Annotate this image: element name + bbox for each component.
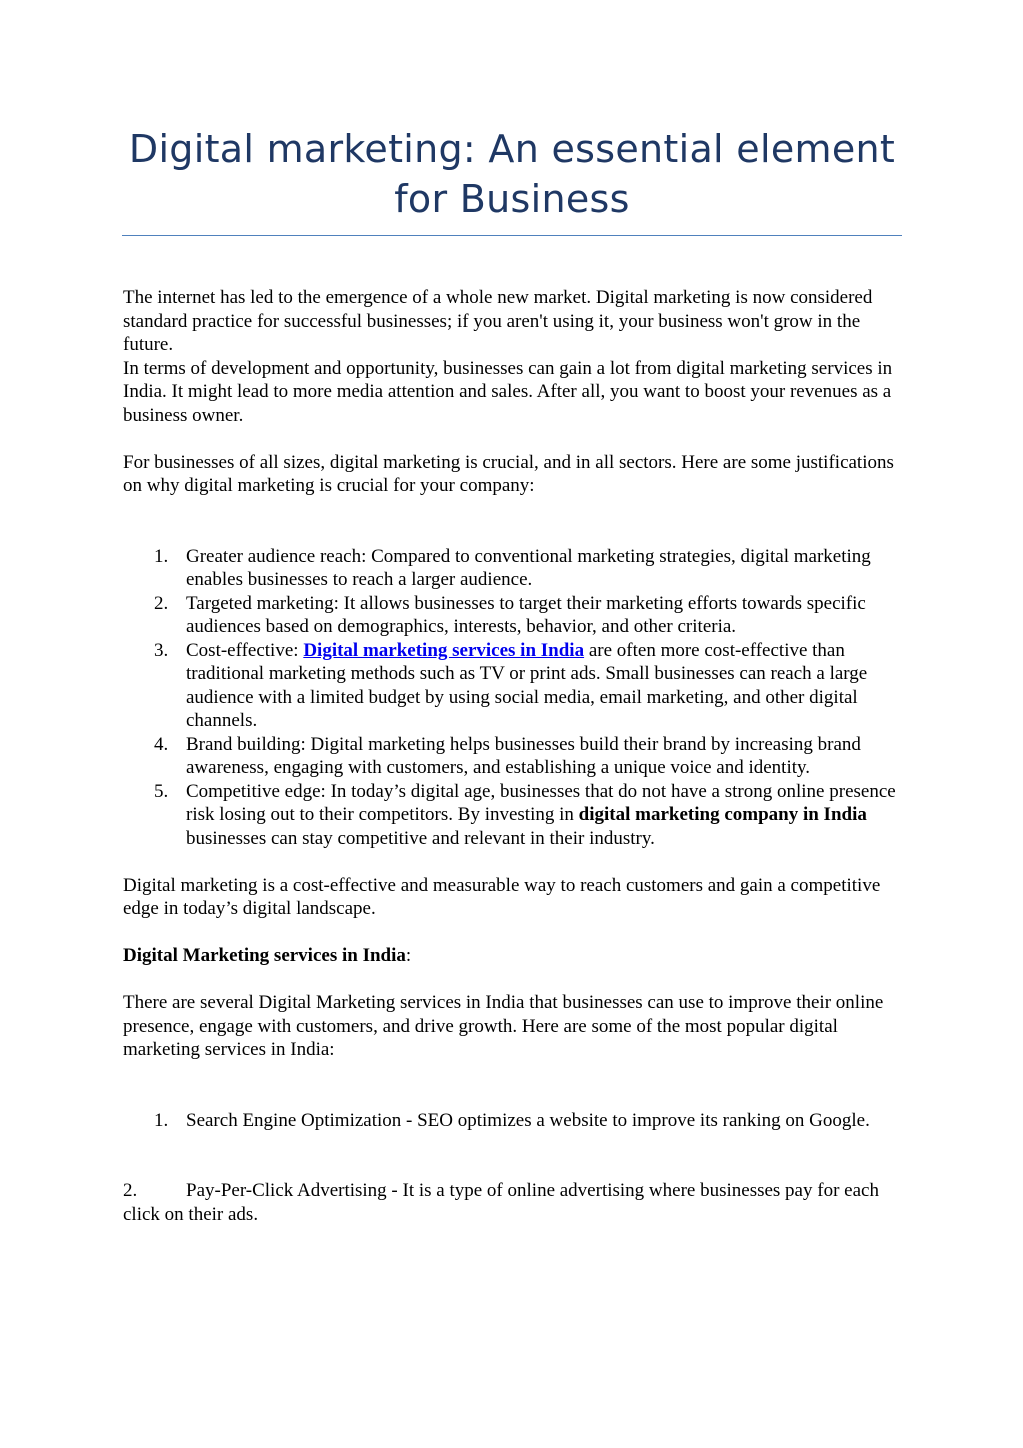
- list-item-text: Search Engine Optimization - SEO optimizes a website to improve its ranking on Google.: [186, 1109, 870, 1131]
- list-item: [123, 1109, 903, 1133]
- list-number: 1.: [154, 1109, 169, 1131]
- services-heading-colon: :: [405, 945, 412, 966]
- list-item-prefix: Cost-effective:: [186, 639, 304, 661]
- digital-marketing-services-link[interactable]: Digital marketing services in India: [303, 639, 585, 661]
- title-block: [122, 124, 902, 224]
- list-item: [123, 733, 903, 780]
- intro-paragraph-3: For businesses of all sizes, digital marketing is crucial, and in all sectors. Here are some justifications on why digital marketing is crucial for your company:: [123, 451, 894, 496]
- reasons-list: [123, 545, 903, 851]
- document-body: [123, 286, 903, 1226]
- list-item-text: Pay-Per-Click Advertising - It is a type of online advertising where businesses pay for each click on their ads.: [123, 1180, 879, 1225]
- summary-paragraph: Digital marketing is a cost-effective and measurable way to reach customers and gain a competitive edge in today’s digital landscape.: [123, 874, 881, 919]
- list-item-text: Targeted marketing: It allows businesses to target their marketing efforts towards specific audiences based on demographics, interests, behavior, and other criteria.: [186, 592, 866, 637]
- page-title: Digital marketing: An essential element for Business: [128, 127, 896, 221]
- list-item: [123, 639, 903, 733]
- list-number: 4.: [154, 733, 169, 755]
- list-number: 5.: [154, 780, 169, 802]
- services-list: [123, 1109, 903, 1133]
- list-item-suffix: are often more cost-effective than traditional marketing methods such as TV or print ads. Small businesses can reach a large audience with a limited budget by using social media, email marketing, and other digital channels.: [186, 639, 868, 731]
- list-item-text: Greater audience reach: Compared to conventional marketing strategies, digital marketing enables businesses to reach a larger audience.: [186, 545, 871, 590]
- list-number: 2.: [123, 1180, 138, 1201]
- list-item: [123, 1179, 903, 1226]
- services-heading: Digital Marketing services in India: [123, 945, 406, 966]
- list-item-text: Brand building: Digital marketing helps businesses build their brand by increasing brand awareness, engaging with customers, and establishing a unique voice and identity.: [186, 733, 861, 778]
- list-item: [123, 592, 903, 639]
- list-number: 3.: [154, 639, 169, 661]
- list-item-suffix: businesses can stay competitive and relevant in their industry.: [186, 827, 655, 849]
- title-underline: [122, 235, 902, 236]
- list-item-prefix: Competitive edge: In today’s digital age, businesses that do not have a strong online presence risk losing out to their competitors. By investing in: [186, 780, 896, 825]
- intro-paragraph-1: The internet has led to the emergence of a whole new market. Digital marketing is now considered standard practice for successful businesses; if you aren't using it, your business won't grow in the future.: [123, 287, 873, 355]
- list-number: 2.: [154, 592, 169, 614]
- list-number: 1.: [154, 545, 169, 567]
- list-item-bold: digital marketing company in India: [578, 804, 867, 825]
- list-item: [123, 780, 903, 851]
- intro-paragraph-2: In terms of development and opportunity, businesses can gain a lot from digital marketing services in India. It might lead to more media attention and sales. After all, you want to boost your revenues as a business owner.: [123, 357, 893, 426]
- services-heading-line: [123, 944, 903, 968]
- services-intro-paragraph: There are several Digital Marketing services in India that businesses can use to improve their online presence, engage with customers, and drive growth. Here are some of the most popular digital marketing services in India:: [123, 992, 884, 1060]
- list-item: [123, 545, 903, 592]
